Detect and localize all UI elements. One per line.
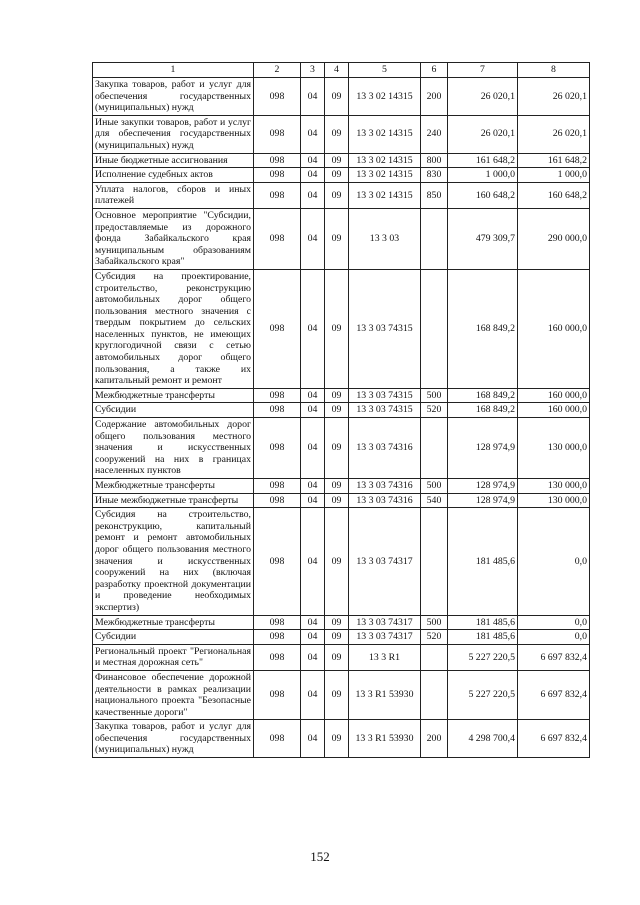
- item-name-cell: Межбюджетные трансферты: [93, 479, 254, 494]
- pr-code-cell: 09: [325, 615, 349, 630]
- rz-code-cell: 04: [301, 615, 325, 630]
- table-row: [93, 720, 590, 758]
- amount-2-cell: 0,0: [518, 615, 590, 630]
- item-name-cell: Субсидии: [93, 403, 254, 418]
- item-name-cell: Региональный проект "Региональная и местная дорожная сеть": [93, 644, 254, 670]
- vr-code-cell: [421, 208, 448, 269]
- gr-code-cell: 098: [254, 615, 301, 630]
- amount-1-cell: 161 648,2: [448, 153, 518, 168]
- rz-code-cell: 04: [301, 115, 325, 153]
- rz-code-cell: 04: [301, 153, 325, 168]
- pr-code-cell: 09: [325, 720, 349, 758]
- amount-1-cell: 4 298 700,4: [448, 720, 518, 758]
- item-name-cell: Иные бюджетные ассигнования: [93, 153, 254, 168]
- gr-code-cell: 098: [254, 153, 301, 168]
- table-row: [93, 208, 590, 269]
- amount-2-cell: 160 000,0: [518, 403, 590, 418]
- amount-1-cell: 181 485,6: [448, 630, 518, 645]
- csr-code-cell: 13 3 R1: [349, 644, 421, 670]
- amount-2-cell: 1 000,0: [518, 168, 590, 183]
- gr-code-cell: 098: [254, 168, 301, 183]
- vr-code-cell: [421, 418, 448, 479]
- table-row: [93, 615, 590, 630]
- table-row: [93, 403, 590, 418]
- gr-code-cell: 098: [254, 493, 301, 508]
- gr-code-cell: 098: [254, 720, 301, 758]
- csr-code-cell: 13 3 03 74315: [349, 403, 421, 418]
- gr-code-cell: 098: [254, 670, 301, 719]
- amount-1-cell: 181 485,6: [448, 508, 518, 615]
- table-row: [93, 493, 590, 508]
- csr-code-cell: 13 3 03 74316: [349, 479, 421, 494]
- rz-code-cell: 04: [301, 403, 325, 418]
- vr-code-cell: [421, 269, 448, 388]
- csr-code-cell: 13 3 02 14315: [349, 182, 421, 208]
- table-row: [93, 388, 590, 403]
- gr-code-cell: 098: [254, 403, 301, 418]
- item-name-cell: Иные межбюджетные трансферты: [93, 493, 254, 508]
- vr-code-cell: 540: [421, 493, 448, 508]
- amount-2-cell: 26 020,1: [518, 78, 590, 116]
- rz-code-cell: 04: [301, 644, 325, 670]
- item-name-cell: Межбюджетные трансферты: [93, 388, 254, 403]
- amount-1-cell: 128 974,9: [448, 418, 518, 479]
- rz-code-cell: 04: [301, 269, 325, 388]
- item-name-cell: Содержание автомобильных дорог общего пользования местного значения и искусственных сооружений на них в границах населенных пунктов: [93, 418, 254, 479]
- table-row: [93, 182, 590, 208]
- csr-code-cell: 13 3 02 14315: [349, 153, 421, 168]
- pr-code-cell: 09: [325, 115, 349, 153]
- amount-1-cell: 5 227 220,5: [448, 644, 518, 670]
- rz-code-cell: 04: [301, 630, 325, 645]
- rz-code-cell: 04: [301, 493, 325, 508]
- vr-code-cell: 830: [421, 168, 448, 183]
- csr-code-cell: 13 3 02 14315: [349, 115, 421, 153]
- amount-2-cell: 0,0: [518, 630, 590, 645]
- amount-2-cell: 160 000,0: [518, 269, 590, 388]
- csr-code-cell: 13 3 03 74317: [349, 630, 421, 645]
- gr-code-cell: 098: [254, 418, 301, 479]
- pr-code-cell: 09: [325, 418, 349, 479]
- vr-code-cell: [421, 670, 448, 719]
- table-row: [93, 508, 590, 615]
- page-number: 152: [310, 849, 330, 864]
- amount-1-cell: 181 485,6: [448, 615, 518, 630]
- budget-table: [92, 62, 590, 758]
- amount-1-cell: 168 849,2: [448, 403, 518, 418]
- rz-code-cell: 04: [301, 720, 325, 758]
- item-name-cell: Финансовое обеспечение дорожной деятельности в рамках реализации национального проекта "Безопасные качественные дороги": [93, 670, 254, 719]
- header-cell: 7: [448, 63, 518, 78]
- amount-1-cell: 1 000,0: [448, 168, 518, 183]
- csr-code-cell: 13 3 03 74316: [349, 418, 421, 479]
- rz-code-cell: 04: [301, 168, 325, 183]
- gr-code-cell: 098: [254, 388, 301, 403]
- amount-1-cell: 128 974,9: [448, 479, 518, 494]
- vr-code-cell: 520: [421, 403, 448, 418]
- vr-code-cell: 800: [421, 153, 448, 168]
- item-name-cell: Уплата налогов, сборов и иных платежей: [93, 182, 254, 208]
- amount-2-cell: 130 000,0: [518, 418, 590, 479]
- amount-1-cell: 5 227 220,5: [448, 670, 518, 719]
- item-name-cell: Субсидия на строительство, реконструкцию, капитальный ремонт и ремонт автомобильных дорог общего пользования местного значения и искусственных сооружений на них (включая разработку проектной документации и проведение необходимых экспертиз): [93, 508, 254, 615]
- amount-2-cell: 6 697 832,4: [518, 670, 590, 719]
- table-row: [93, 644, 590, 670]
- header-cell: 2: [254, 63, 301, 78]
- pr-code-cell: 09: [325, 630, 349, 645]
- vr-code-cell: 240: [421, 115, 448, 153]
- vr-code-cell: [421, 508, 448, 615]
- amount-1-cell: 26 020,1: [448, 115, 518, 153]
- rz-code-cell: 04: [301, 208, 325, 269]
- gr-code-cell: 098: [254, 78, 301, 116]
- vr-code-cell: 500: [421, 388, 448, 403]
- item-name-cell: Субсидии: [93, 630, 254, 645]
- rz-code-cell: 04: [301, 670, 325, 719]
- pr-code-cell: 09: [325, 644, 349, 670]
- csr-code-cell: 13 3 03 74316: [349, 493, 421, 508]
- vr-code-cell: 200: [421, 720, 448, 758]
- rz-code-cell: 04: [301, 418, 325, 479]
- table-row: [93, 479, 590, 494]
- amount-2-cell: 26 020,1: [518, 115, 590, 153]
- pr-code-cell: 09: [325, 493, 349, 508]
- amount-2-cell: 290 000,0: [518, 208, 590, 269]
- amount-1-cell: 168 849,2: [448, 388, 518, 403]
- rz-code-cell: 04: [301, 479, 325, 494]
- pr-code-cell: 09: [325, 78, 349, 116]
- amount-1-cell: 168 849,2: [448, 269, 518, 388]
- csr-code-cell: 13 3 R1 53930: [349, 720, 421, 758]
- item-name-cell: Субсидия на проектирование, строительство, реконструкцию автомобильных дорог общего пользования местного значения с твердым покрытием до сельских населенных пунктов, не имеющих круглогодичной связи с сетью автомобильных дорог общего пользования, а также их капитальный ремонт и ремонт: [93, 269, 254, 388]
- pr-code-cell: 09: [325, 508, 349, 615]
- rz-code-cell: 04: [301, 78, 325, 116]
- vr-code-cell: 500: [421, 615, 448, 630]
- amount-1-cell: 479 309,7: [448, 208, 518, 269]
- item-name-cell: Иные закупки товаров, работ и услуг для обеспечения государственных (муниципальных) нужд: [93, 115, 254, 153]
- pr-code-cell: 09: [325, 168, 349, 183]
- gr-code-cell: 098: [254, 208, 301, 269]
- csr-code-cell: 13 3 02 14315: [349, 168, 421, 183]
- table-row: [93, 115, 590, 153]
- header-cell: 5: [349, 63, 421, 78]
- pr-code-cell: 09: [325, 388, 349, 403]
- amount-2-cell: 6 697 832,4: [518, 720, 590, 758]
- amount-2-cell: 160 000,0: [518, 388, 590, 403]
- header-cell: 3: [301, 63, 325, 78]
- amount-2-cell: 130 000,0: [518, 493, 590, 508]
- item-name-cell: Закупка товаров, работ и услуг для обеспечения государственных (муниципальных) нужд: [93, 720, 254, 758]
- csr-code-cell: 13 3 03 74317: [349, 508, 421, 615]
- amount-2-cell: 160 648,2: [518, 182, 590, 208]
- table-row: [93, 630, 590, 645]
- pr-code-cell: 09: [325, 403, 349, 418]
- vr-code-cell: [421, 644, 448, 670]
- table-row: [93, 153, 590, 168]
- csr-code-cell: 13 3 03 74315: [349, 388, 421, 403]
- table-row: [93, 78, 590, 116]
- pr-code-cell: 09: [325, 153, 349, 168]
- header-cell: 4: [325, 63, 349, 78]
- header-row: [93, 63, 590, 78]
- gr-code-cell: 098: [254, 269, 301, 388]
- vr-code-cell: 200: [421, 78, 448, 116]
- header-cell: 8: [518, 63, 590, 78]
- gr-code-cell: 098: [254, 115, 301, 153]
- table-row: [93, 168, 590, 183]
- header-cell: 6: [421, 63, 448, 78]
- pr-code-cell: 09: [325, 208, 349, 269]
- table-row: [93, 670, 590, 719]
- item-name-cell: Межбюджетные трансферты: [93, 615, 254, 630]
- csr-code-cell: 13 3 02 14315: [349, 78, 421, 116]
- csr-code-cell: 13 3 03: [349, 208, 421, 269]
- pr-code-cell: 09: [325, 182, 349, 208]
- amount-1-cell: 160 648,2: [448, 182, 518, 208]
- gr-code-cell: 098: [254, 508, 301, 615]
- amount-1-cell: 128 974,9: [448, 493, 518, 508]
- csr-code-cell: 13 3 03 74317: [349, 615, 421, 630]
- table-row: [93, 269, 590, 388]
- amount-2-cell: 161 648,2: [518, 153, 590, 168]
- table-row: [93, 418, 590, 479]
- rz-code-cell: 04: [301, 508, 325, 615]
- amount-1-cell: 26 020,1: [448, 78, 518, 116]
- item-name-cell: Исполнение судебных актов: [93, 168, 254, 183]
- rz-code-cell: 04: [301, 182, 325, 208]
- gr-code-cell: 098: [254, 182, 301, 208]
- vr-code-cell: 850: [421, 182, 448, 208]
- pr-code-cell: 09: [325, 479, 349, 494]
- csr-code-cell: 13 3 03 74315: [349, 269, 421, 388]
- rz-code-cell: 04: [301, 388, 325, 403]
- pr-code-cell: 09: [325, 670, 349, 719]
- budget-table-body: [93, 63, 590, 758]
- amount-2-cell: 130 000,0: [518, 479, 590, 494]
- item-name-cell: Закупка товаров, работ и услуг для обеспечения государственных (муниципальных) нужд: [93, 78, 254, 116]
- vr-code-cell: 520: [421, 630, 448, 645]
- gr-code-cell: 098: [254, 630, 301, 645]
- header-cell: 1: [93, 63, 254, 78]
- csr-code-cell: 13 3 R1 53930: [349, 670, 421, 719]
- pr-code-cell: 09: [325, 269, 349, 388]
- vr-code-cell: 500: [421, 479, 448, 494]
- amount-2-cell: 6 697 832,4: [518, 644, 590, 670]
- amount-2-cell: 0,0: [518, 508, 590, 615]
- gr-code-cell: 098: [254, 479, 301, 494]
- gr-code-cell: 098: [254, 644, 301, 670]
- item-name-cell: Основное мероприятие "Субсидии, предоставляемые из дорожного фонда Забайкальского края муниципальным образованиям Забайкальского края": [93, 208, 254, 269]
